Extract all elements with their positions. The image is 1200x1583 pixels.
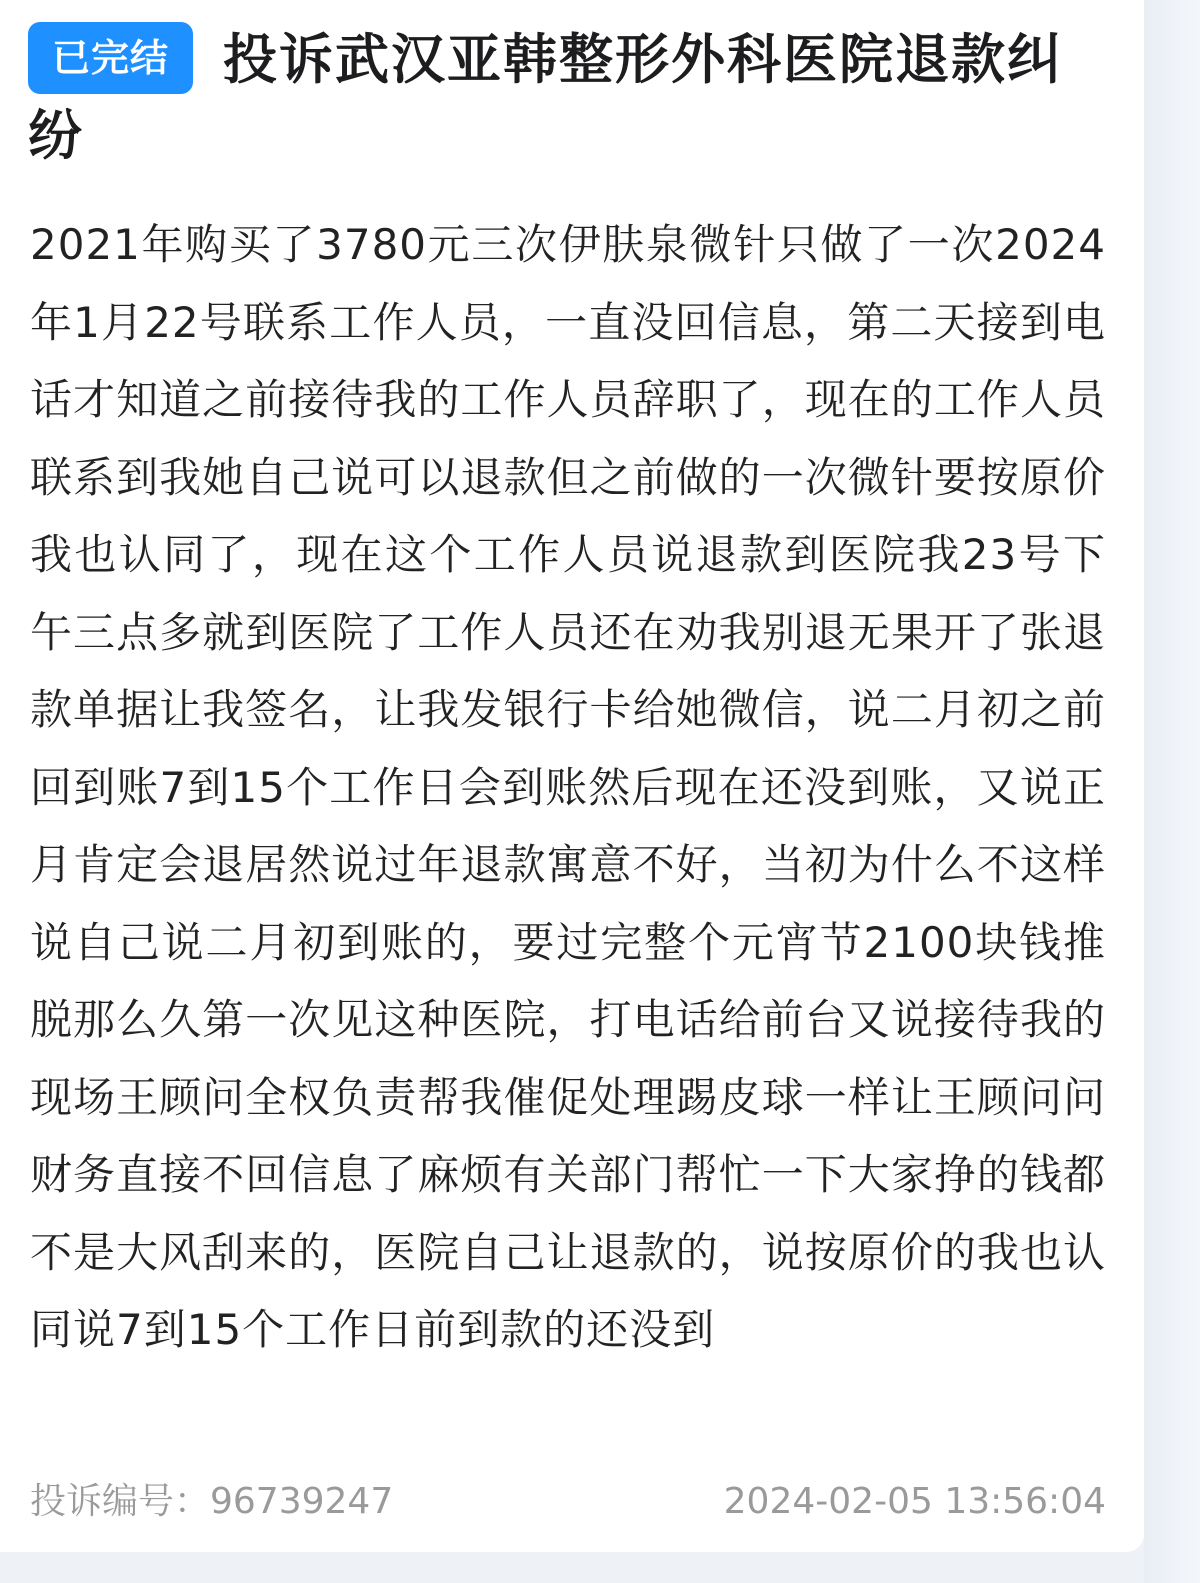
complaint-id: 投诉编号：96739247 bbox=[30, 1481, 394, 1522]
complaint-title: 投诉武汉亚韩整形外科医院退款纠纷 bbox=[28, 28, 1064, 167]
complaint-body: 2021年购买了3780元三次伊肤泉微针只做了一次2024年1月22号联系工作人员，一直没回信息，第二天接到电话才知道之前接待我的工作人员辞职了，现在的工作人员联系到我她自己说可以退款但之前做的一次微针要按原价我也认同了，现在这个工作人员说退款到医院我23号下午三点多就到医院了工作人员还在劝我别退无果开了张退款单据让我签名，让我发银行卡给她微信，说二月初之前回到账7到15个工作日会到账然后现在还没到账，又说正月肯定会退居然说过年退款寓意不好，当初为什么不这样说自己说二月初到账的，要过完整个元宵节2100块钱推脱那么久第一次见这种医院，打电话给前台又说接待我的现场王顾问全权负责帮我催促处理踢皮球一样让王顾问问财务直接不回信息了麻烦有关部门帮忙一下大家挣的钱都不是大风刮来的，医院自己让退款的，说按原价的我也认同说7到15个工作日前到款的还没到 bbox=[30, 220, 1106, 1354]
page-background-strip bbox=[1144, 0, 1200, 1583]
complaint-timestamp: 2024-02-05 13:56:04 bbox=[723, 1481, 1106, 1522]
complaint-footer bbox=[30, 1474, 1106, 1530]
status-badge: 已完结 bbox=[28, 22, 193, 94]
complaint-header bbox=[28, 22, 1108, 174]
